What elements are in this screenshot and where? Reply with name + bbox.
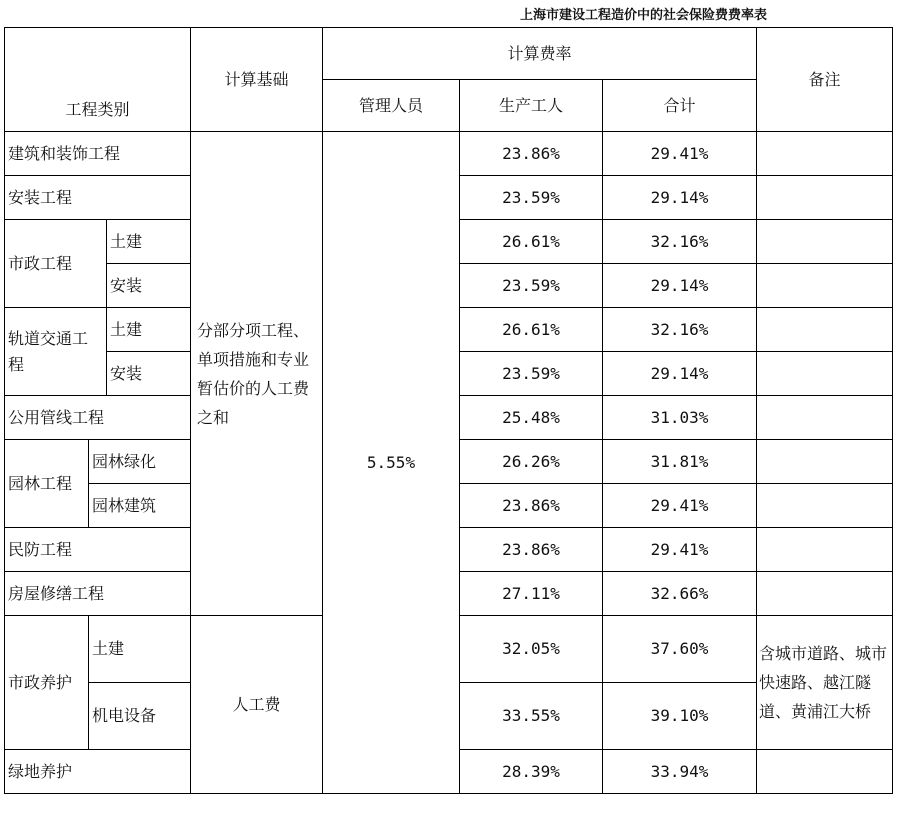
project-category: 市政养护 — [5, 616, 89, 750]
total-rate: 31.81% — [603, 440, 757, 484]
remark-cell — [757, 264, 893, 308]
management-staff-rate: 5.55% — [323, 132, 460, 794]
remark-cell — [757, 528, 893, 572]
table-row — [5, 132, 893, 176]
project-category: 安装工程 — [5, 176, 191, 220]
remark-cell — [757, 572, 893, 616]
total-rate: 32.66% — [603, 572, 757, 616]
calc-basis-labor-cost-sum: 分部分项工程、单项措施和专业暂估价的人工费之和 — [191, 132, 323, 616]
total-rate: 29.41% — [603, 484, 757, 528]
remark-cell — [757, 308, 893, 352]
page-title: 上海市建设工程造价中的社会保险费费率表 — [520, 8, 768, 23]
project-subcategory: 园林建筑 — [89, 484, 191, 528]
project-category: 民防工程 — [5, 528, 191, 572]
project-category: 建筑和装饰工程 — [5, 132, 191, 176]
total-rate: 32.16% — [603, 220, 757, 264]
total-rate: 39.10% — [603, 683, 757, 750]
worker-rate: 32.05% — [460, 616, 603, 683]
total-rate: 37.60% — [603, 616, 757, 683]
project-category: 房屋修缮工程 — [5, 572, 191, 616]
calc-basis-labor-cost: 人工费 — [191, 616, 323, 794]
header-calc-rate: 计算费率 — [323, 28, 757, 80]
worker-rate: 25.48% — [460, 396, 603, 440]
project-category: 轨道交通工程 — [5, 308, 107, 396]
total-rate: 29.41% — [603, 528, 757, 572]
total-rate: 31.03% — [603, 396, 757, 440]
remark-cell — [757, 484, 893, 528]
header-project-type: 工程类别 — [5, 28, 191, 132]
worker-rate: 26.61% — [460, 308, 603, 352]
remark-cell — [757, 176, 893, 220]
remark-cell — [757, 220, 893, 264]
header-remark: 备注 — [757, 28, 893, 132]
project-subcategory: 园林绿化 — [89, 440, 191, 484]
project-category: 市政工程 — [5, 220, 107, 308]
header-production-workers: 生产工人 — [460, 80, 603, 132]
total-rate: 29.14% — [603, 352, 757, 396]
remark-municipal-maintenance: 含城市道路、城市快速路、越江隧道、黄浦江大桥 — [757, 616, 893, 750]
project-subcategory: 土建 — [89, 616, 191, 683]
header-total: 合计 — [603, 80, 757, 132]
worker-rate: 23.59% — [460, 176, 603, 220]
project-subcategory: 安装 — [107, 264, 191, 308]
remark-cell — [757, 440, 893, 484]
project-subcategory: 安装 — [107, 352, 191, 396]
worker-rate: 26.61% — [460, 220, 603, 264]
remark-cell — [757, 132, 893, 176]
total-rate: 29.41% — [603, 132, 757, 176]
worker-rate: 23.59% — [460, 264, 603, 308]
project-category: 公用管线工程 — [5, 396, 191, 440]
worker-rate: 27.11% — [460, 572, 603, 616]
total-rate: 33.94% — [603, 750, 757, 794]
worker-rate: 23.86% — [460, 528, 603, 572]
project-category: 园林工程 — [5, 440, 89, 528]
worker-rate: 23.86% — [460, 132, 603, 176]
header-management-staff: 管理人员 — [323, 80, 460, 132]
project-subcategory: 土建 — [107, 220, 191, 264]
worker-rate: 23.59% — [460, 352, 603, 396]
total-rate: 29.14% — [603, 264, 757, 308]
project-category: 绿地养护 — [5, 750, 191, 794]
project-subcategory: 土建 — [107, 308, 191, 352]
remark-cell — [757, 750, 893, 794]
total-rate: 29.14% — [603, 176, 757, 220]
worker-rate: 33.55% — [460, 683, 603, 750]
worker-rate: 23.86% — [460, 484, 603, 528]
social-insurance-rate-table — [4, 27, 893, 794]
header-calc-basis: 计算基础 — [191, 28, 323, 132]
total-rate: 32.16% — [603, 308, 757, 352]
worker-rate: 26.26% — [460, 440, 603, 484]
project-subcategory: 机电设备 — [89, 683, 191, 750]
remark-cell — [757, 352, 893, 396]
remark-cell — [757, 396, 893, 440]
worker-rate: 28.39% — [460, 750, 603, 794]
